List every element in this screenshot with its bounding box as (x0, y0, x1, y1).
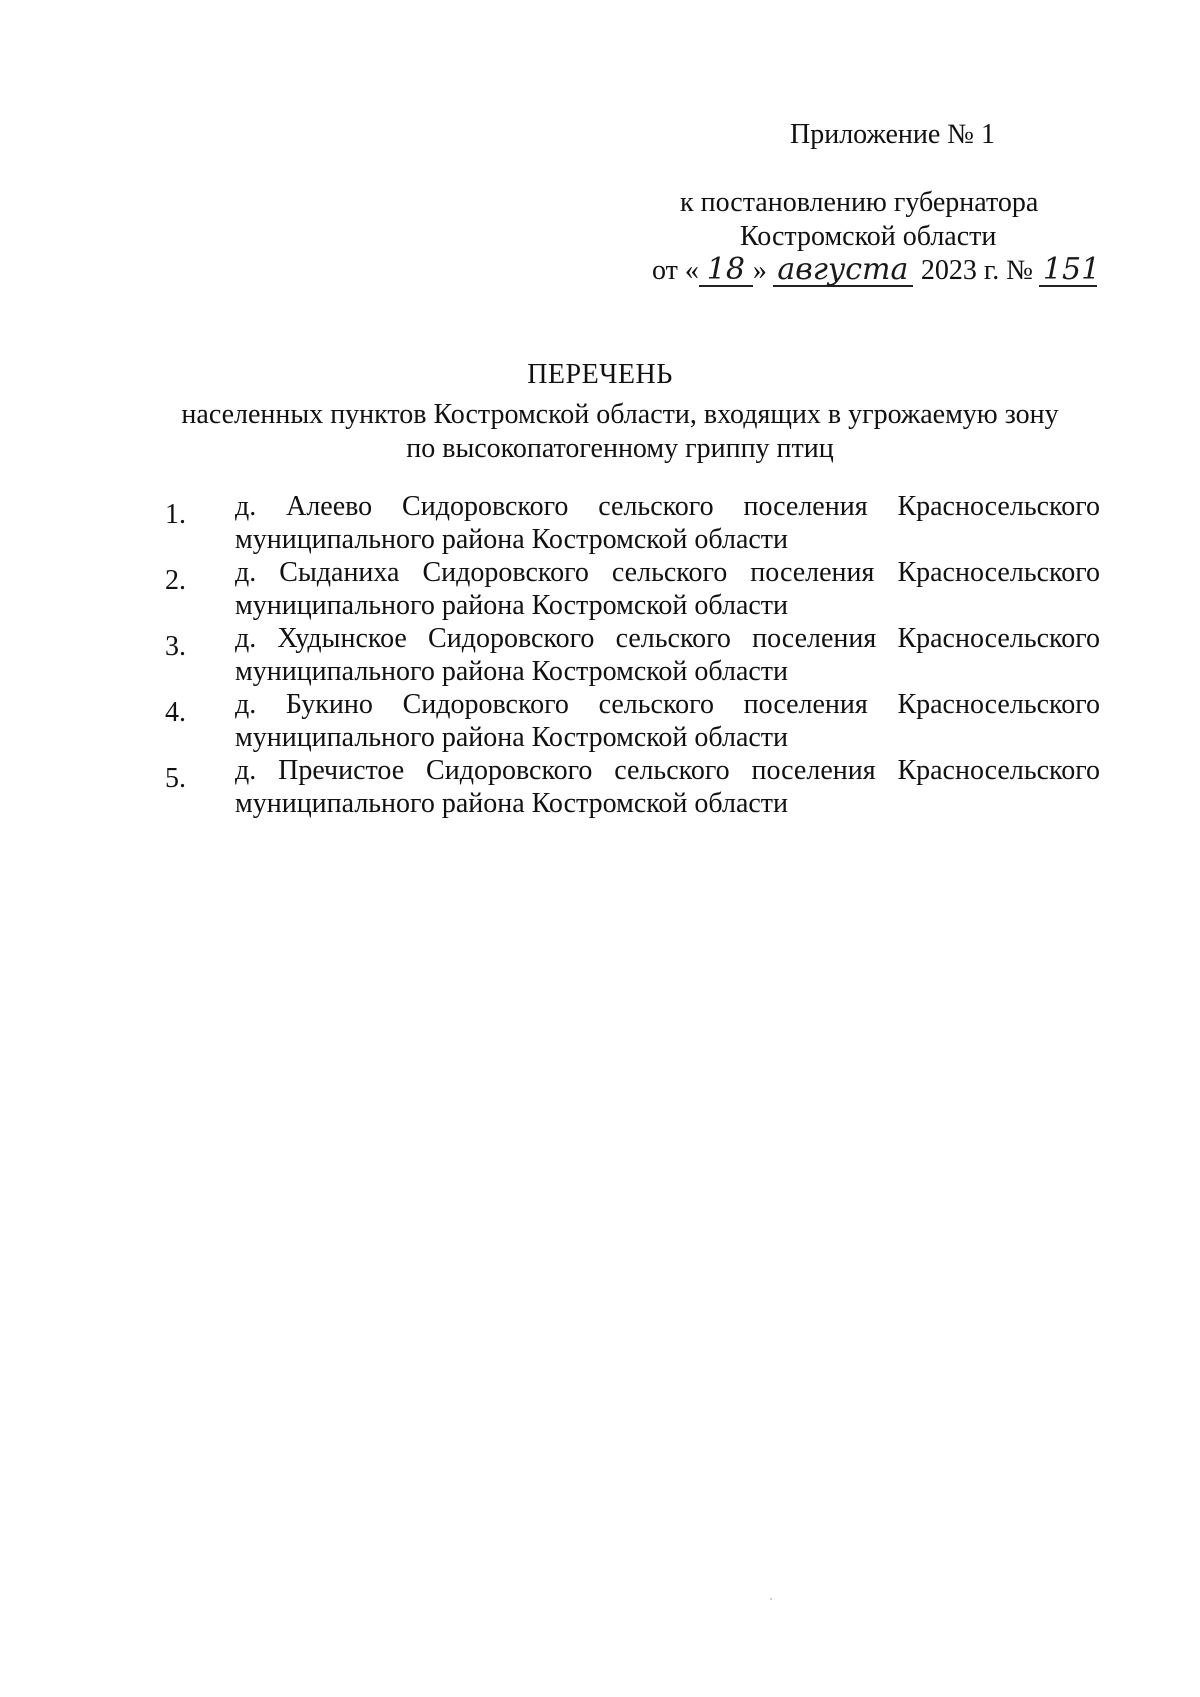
handwritten-day: 18 (699, 255, 753, 287)
item-line-1: д. Худынское Сидоровского сельского поселения Красносельского (235, 623, 1100, 654)
item-number: 3. (165, 631, 186, 662)
list-item (165, 556, 1100, 622)
item-line-2: муниципального района Костромской области (235, 788, 789, 819)
settlements-list (165, 490, 1100, 820)
subtitle-line-1: населенных пунктов Костромской области, входящих в угрожаемую зону (181, 399, 1059, 430)
document-title: ПЕРЕЧЕНЬ (527, 359, 673, 390)
item-number: 2. (165, 565, 186, 596)
list-item (165, 754, 1100, 820)
item-text (235, 754, 1100, 820)
item-line-2: муниципального района Костромской области (235, 590, 789, 621)
item-number: 5. (165, 763, 186, 794)
list-item (165, 622, 1100, 688)
decree-line-1: к постановлению губернатора (680, 187, 1039, 218)
item-number: 1. (165, 499, 186, 530)
date-quote-close: » (752, 255, 767, 286)
item-text (235, 556, 1100, 622)
handwritten-month: августа (773, 255, 913, 287)
item-line-2: муниципального района Костромской области (235, 656, 789, 687)
list-item (165, 490, 1100, 556)
item-text (235, 490, 1100, 556)
item-text (235, 688, 1100, 754)
decree-line-2: Костромской области (740, 221, 997, 252)
item-line-1: д. Сыданиха Сидоровского сельского поселения Красносельского (235, 557, 1100, 588)
date-prefix: от « (652, 255, 699, 286)
decree-date-line (652, 252, 1101, 288)
scan-artifact (770, 1598, 772, 1600)
document-subtitle (160, 384, 1080, 466)
item-text (235, 622, 1100, 688)
list-item (165, 688, 1100, 754)
appendix-title: Приложение № 1 (790, 119, 995, 150)
item-line-2: муниципального района Костромской области (235, 524, 789, 555)
item-line-1: д. Букино Сидоровского сельского поселения Красносельского (235, 689, 1100, 720)
item-line-1: д. Пречистое Сидоровского сельского поселения Красносельского (235, 755, 1100, 786)
handwritten-decree-number: 151 (1039, 255, 1097, 287)
item-number: 4. (165, 697, 186, 728)
item-line-1: д. Алеево Сидоровского сельского поселения Красносельского (235, 491, 1100, 522)
subtitle-line-2: по высокопатогенному гриппу птиц (406, 433, 834, 464)
date-year-number-label: 2023 г. № (920, 255, 1033, 286)
item-line-2: муниципального района Костромской области (235, 722, 789, 753)
